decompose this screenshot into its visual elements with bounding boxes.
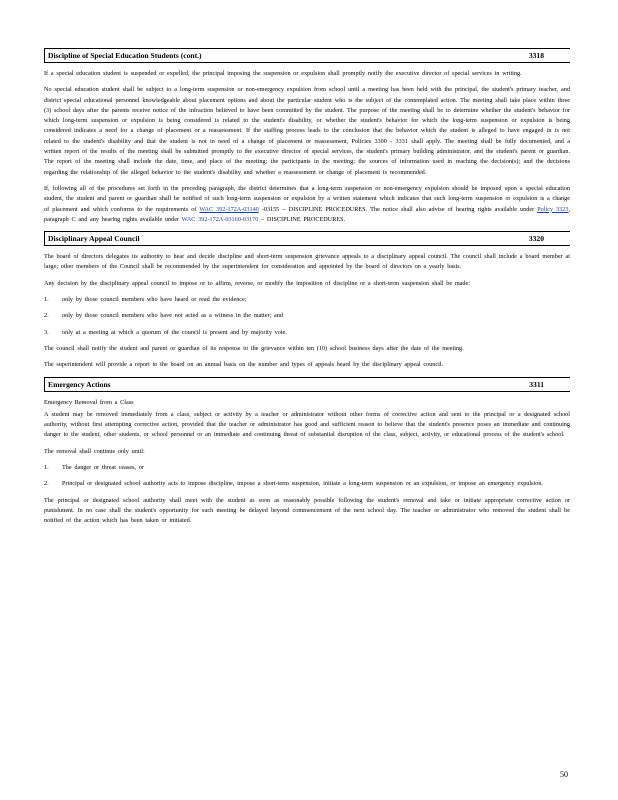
list-number: 2. <box>44 312 49 320</box>
paragraph-with-links <box>44 184 570 225</box>
list-text: only by those council members who have heard or read the evidence; <box>62 296 247 304</box>
paragraph: The superintendent will provide a report to the board on an annual basis on the number and types of appeals heard by the disciplinary appeal council. <box>44 361 444 369</box>
paragraph: The principal or designated school authority shall meet with the student as soon as reasonably possible following the student's removal and take or initiate appropriate corrective action or punishment. In no case shall the student's opportunity for such meeting be delayed beyond commencement of the next school day. The teacher or administrator who removed the student shall be notified of the action which has been taken or initiated. <box>44 496 570 525</box>
wac-link[interactable]: WAC 392-172A-03160-03170 <box>181 215 259 223</box>
document-page <box>44 48 570 533</box>
list-text: only by those council members who have not acted as a witness in the matter; and <box>62 312 283 320</box>
list-number: 1. <box>44 464 49 472</box>
list-number: 2. <box>44 480 49 488</box>
section-number: 3311 <box>529 379 544 389</box>
list-number: 3. <box>44 328 49 336</box>
paragraph: The council shall notify the student and parent or guardian of its response to the grievance within ten (10) school business days after the date of the meeting. <box>44 344 464 352</box>
page-number: 50 <box>560 770 568 779</box>
subheading: Emergency Removal from a Class <box>44 398 134 406</box>
list-text: Principal or designated school authority acts to impose discipline, impose a short-term suspension, initiate a long-term suspension or an expulsion, or impose an emergency expulsion. <box>62 480 543 488</box>
wac-link[interactable]: WAC 392-172A-03140 <box>199 205 259 213</box>
list-text: only at a meeting at which a quorum of the council is present and by majority vote. <box>62 328 287 336</box>
section-number: 3318 <box>528 51 544 60</box>
paragraph: Any decision by the disciplinary appeal council to impose or to affirm, reverse, or modify the imposition of discipline or a short-term suspension shall be made: <box>44 279 470 287</box>
list-item <box>44 328 570 338</box>
section-number: 3320 <box>528 234 544 244</box>
paragraph: If a special education student is suspended or expelled, the principal imposing the suspension or expulsion shall promptly notify the executive director of special services in writing. <box>44 70 522 77</box>
paragraph: No special education student shall be subject to a long-term suspension or non-emergency expulsion from school until a meeting has been held with the principal, the student's primary teacher, and district special educational personnel knowledgeable about placement options and about the particular student who is the subject of the contemplated action. The meeting shall take place within three (3) school days after the parents receive notice of the infraction believed to have been committed by the student. The purpose of the meeting shall be to determine whether the student's behavior for which long-term suspension or expulsion is being considered is related to the student's disability, or whether the student's behavior for which the long-term suspension or expulsion is being considered indicates a need for a change of placement or a reassessment. If the staffing process leads to the conclusion that the behavior which the student is alleged to have engaged in is not related to the student's disability and that the student is not in need of a change of placement or reassessment, Policies 3300 - 3331 shall apply. The meeting shall be fully documented, and a written report of the results of the meeting shall be submitted promptly to the executive director of special services, the student's primary building administrator, and the student's parent or guardian. The report of the meeting shall include the date, time, and place of the meeting; the participants in the meeting; the sources of information used in reaching the decision(s); and the decisions regarding the relationship of the alleged behavior to the student's disability and whether a reassessment or change of placement is recommended. <box>44 86 570 176</box>
list-item <box>44 463 570 473</box>
list-item <box>44 479 570 489</box>
text-run: , paragraph C and any hearing rights available under <box>44 205 571 223</box>
paragraph: The board of directors delegates its authority to hear and decide discipline and short-term suspension grievance appeals to a disciplinary appeal council. The council shall include a board member at large; other members of the Council shall be recommended by the superintendent for consideration and appointed by the board of directors on a yearly basis. <box>44 253 570 271</box>
list-number: 1. <box>44 296 49 304</box>
list-item <box>44 311 570 321</box>
section-title: Disciplinary Appeal Council <box>48 234 140 244</box>
text-run: – DISCIPLINE PROCEDURES. <box>261 215 346 223</box>
section-header-discipline <box>44 48 570 63</box>
section-header-emergency <box>44 377 570 392</box>
section-title: Discipline of Special Education Students (cont.) <box>48 51 202 60</box>
section-title: Emergency Actions <box>48 379 111 389</box>
paragraph: A student may be removed immediately from a class, subject or activity by a teacher or administrator without other forms of corrective action and sent to the principal or a designated school authority, without first attempting corrective action, provided that the teacher or administrator has good and sufficient reason to believe that the student's presence poses an immediate and continuing danger to the student, other students, or school personnel or an immediate and continuing threat of substantial disruption of the class, subject, activity, or educational process of the student's school. <box>44 410 570 439</box>
policy-link[interactable]: Policy 3323 <box>537 205 569 213</box>
list-item <box>44 295 570 305</box>
paragraph: The removal shall continue only until: <box>44 447 145 455</box>
text-run: -03155 – DISCIPLINE PROCEDURES. The notice shall also advise of hearing rights available under <box>261 205 535 213</box>
text-run: If, following all of the procedures set forth in the preceding paragraph, the district determines that a long-term suspension or non-emergency expulsion should be imposed upon a special education student, the student and parent or guardian shall be notified of such long-term suspension or expulsion by a written statement which indicates that such long-term suspension or expulsion is a change of placement and which conforms to the requirements of <box>44 184 570 213</box>
list-text: The danger or threat ceases, or <box>62 464 144 472</box>
section-header-appeal <box>44 231 570 246</box>
